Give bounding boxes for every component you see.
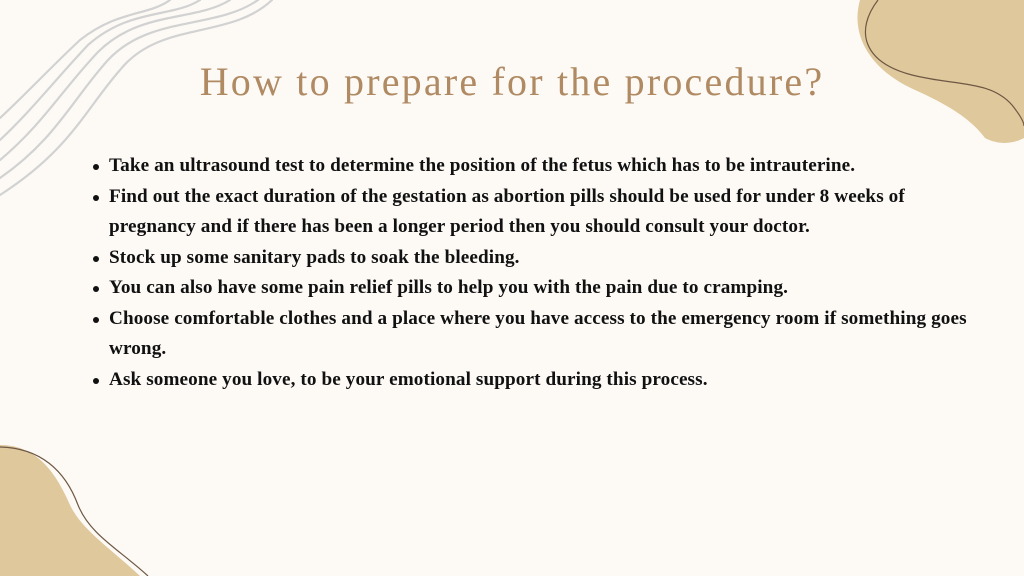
bullet-item: Find out the exact duration of the gestation as abortion pills should be used for under 8 weeks of pregnancy and if there has been a longer period then you should consult your doctor. [88,182,968,243]
bottom-left-blob [0,445,140,576]
bullet-item: Take an ultrasound test to determine the position of the fetus which has to be intrauterine. [88,151,968,182]
bullet-list [88,151,968,395]
bullet-item: Stock up some sanitary pads to soak the bleeding. [88,243,968,274]
bullet-item: Choose comfortable clothes and a place where you have access to the emergency room if something goes wrong. [88,304,968,365]
bullet-item: You can also have some pain relief pills to help you with the pain due to cramping. [88,273,968,304]
slide-title: How to prepare for the procedure? [199,59,825,104]
bullet-item: Ask someone you love, to be your emotional support during this process. [88,365,968,396]
